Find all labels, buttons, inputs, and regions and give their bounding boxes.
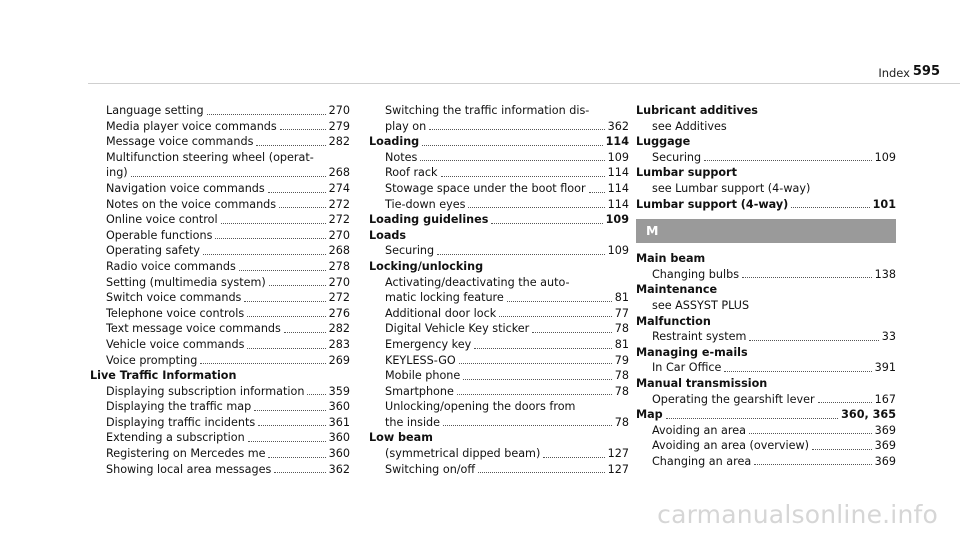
entry-text: Loads (369, 228, 407, 242)
dot-leader (274, 472, 325, 473)
dot-leader (268, 457, 325, 458)
index-subentry (90, 321, 350, 337)
index-subentry (90, 275, 350, 291)
dot-leader (279, 207, 326, 208)
index-subentry (90, 181, 350, 197)
entry-text: Emergency key (385, 337, 472, 351)
page-ref: 270 (328, 228, 350, 242)
index-entry-heading (369, 259, 629, 275)
dot-leader (749, 433, 872, 434)
index-subentry (90, 212, 350, 228)
page-ref: 272 (328, 197, 350, 211)
index-subentry (636, 454, 896, 470)
entry-text: Manual transmission (636, 376, 768, 390)
page-ref: 109 (874, 150, 896, 164)
page-ref: 276 (328, 306, 350, 320)
index-subentry (369, 165, 629, 181)
index-subentry (90, 197, 350, 213)
dot-leader (463, 379, 611, 380)
dot-leader (818, 402, 872, 403)
entry-text: Roof rack (385, 166, 438, 180)
index-subentry (636, 438, 896, 454)
index-subentry (369, 275, 629, 291)
page-ref: 360 (328, 400, 350, 414)
dot-leader (268, 192, 326, 193)
dot-leader (215, 238, 325, 239)
entry-text: Map (636, 408, 663, 422)
entry-text: Radio voice commands (106, 259, 236, 273)
dot-leader (749, 340, 878, 341)
index-subentry (90, 384, 350, 400)
page-ref: 278 (328, 259, 350, 273)
index-subentry (369, 415, 629, 431)
index-subentry (369, 368, 629, 384)
dot-leader (742, 277, 872, 278)
entry-text: the inside (385, 415, 441, 429)
dot-leader (429, 129, 604, 130)
dot-leader (474, 348, 612, 349)
entry-text: Registering on Mercedes me (106, 447, 266, 461)
index-entry-heading (636, 197, 896, 213)
page-ref: 270 (328, 275, 350, 289)
page-ref: 114 (607, 197, 629, 211)
page-ref: 369 (874, 423, 896, 437)
index-subentry (369, 353, 629, 369)
page-ref: 361 (328, 415, 350, 429)
page-ref: 279 (328, 119, 350, 133)
index-subentry (90, 290, 350, 306)
entry-text: Avoiding an area (overview) (652, 439, 809, 453)
dot-leader (248, 441, 326, 442)
entry-text: Notes (385, 150, 418, 164)
index-subentry (369, 243, 629, 259)
index-subentry (369, 103, 629, 119)
index-subentry (369, 119, 629, 135)
dot-leader (284, 332, 326, 333)
index-subentry (369, 306, 629, 322)
index-entry-heading (636, 282, 896, 298)
index-subentry (90, 446, 350, 462)
entry-text: KEYLESS-GO (385, 353, 456, 367)
dot-leader (221, 223, 326, 224)
dot-leader (307, 394, 325, 395)
index-subentry (636, 119, 896, 135)
page-ref: 81 (614, 291, 629, 305)
page-ref: 272 (328, 291, 350, 305)
index-subentry (90, 243, 350, 259)
entry-text: Language setting (106, 104, 204, 117)
entry-text: Displaying subscription information (106, 384, 305, 398)
entry-text: see Additives (652, 119, 727, 133)
index-subentry (369, 446, 629, 462)
header-rule (88, 83, 960, 84)
page-ref: 114 (607, 181, 629, 195)
page-ref: 109 (607, 244, 629, 258)
entry-text: Securing (385, 244, 435, 258)
index-subentry (636, 150, 896, 166)
page-ref: 362 (328, 462, 350, 476)
index-subentry (369, 181, 629, 197)
entry-text: Vehicle voice commands (106, 337, 245, 351)
page-ref: 114 (607, 166, 629, 180)
index-subentry (369, 290, 629, 306)
page-ref: 282 (328, 322, 350, 336)
index-subentry (636, 267, 896, 283)
index-subentry (636, 392, 896, 408)
entry-text: (symmetrical dipped beam) (385, 447, 541, 461)
page-ref: 360 (328, 431, 350, 445)
entry-text: Activating/deactivating the auto- (385, 275, 570, 289)
entry-text: Showing local area messages (106, 462, 272, 476)
page-ref: 391 (874, 361, 896, 375)
page-ref: 78 (614, 322, 629, 336)
dot-leader (247, 316, 325, 317)
entry-text: Unlocking/opening the doors from (385, 400, 576, 414)
entry-text: Digital Vehicle Key sticker (385, 322, 530, 336)
page-ref: 127 (607, 447, 629, 461)
dot-leader (441, 176, 605, 177)
dot-leader (666, 418, 838, 419)
index-group-m (636, 251, 896, 469)
page-header (560, 64, 960, 82)
dot-leader (543, 457, 604, 458)
dot-leader (491, 223, 602, 224)
entry-text: Additional door lock (385, 306, 497, 320)
entry-text: Extending a subscription (106, 431, 245, 445)
index-subentry (90, 103, 350, 119)
entry-text: Live Traffic Information (90, 369, 237, 383)
entry-text: Main beam (636, 252, 706, 266)
dot-leader (256, 145, 325, 146)
index-subentry (636, 360, 896, 376)
dot-leader (443, 425, 612, 426)
page-ref: 78 (614, 415, 629, 429)
index-entry-heading (369, 430, 629, 446)
dot-leader (499, 316, 612, 317)
page-ref: 109 (607, 150, 629, 164)
dot-leader (791, 207, 869, 208)
index-entry-heading (636, 251, 896, 267)
index-subentry (369, 462, 629, 478)
entry-text: Displaying the traffic map (106, 400, 252, 414)
entry-text: Operable functions (106, 228, 213, 242)
dot-leader (589, 192, 605, 193)
entry-text: see Lumbar support (4-way) (652, 181, 811, 195)
index-column-2 (369, 103, 629, 477)
page-ref: 272 (328, 213, 350, 227)
page-ref: 77 (614, 306, 629, 320)
entry-text: see ASSYST PLUS (652, 298, 750, 312)
entry-text: Low beam (369, 431, 433, 445)
index-subentry (90, 150, 350, 166)
dot-leader (457, 394, 612, 395)
index-subentry (90, 337, 350, 353)
entry-text: Lumbar support (4-way) (636, 197, 789, 211)
index-subentry (636, 423, 896, 439)
index-subentry (369, 337, 629, 353)
entry-text: Media player voice commands (106, 119, 277, 133)
index-subentry (369, 150, 629, 166)
page-ref: 274 (328, 181, 350, 195)
entry-text: Maintenance (636, 283, 718, 297)
dot-leader (203, 254, 326, 255)
page-ref: 109 (605, 213, 629, 227)
dot-leader (459, 363, 612, 364)
entry-text: Loading guidelines (369, 213, 489, 227)
page-ref: 78 (614, 384, 629, 398)
entry-text: Switch voice commands (106, 291, 242, 305)
entry-text: Lubricant additives (636, 104, 758, 117)
page-ref: 33 (881, 330, 896, 344)
dot-leader (468, 207, 604, 208)
entry-text: Switching the traffic information dis- (385, 104, 590, 117)
entry-text: Message voice commands (106, 135, 254, 149)
entry-text: Notes on the voice commands (106, 197, 277, 211)
page-ref: 268 (328, 244, 350, 258)
index-subentry (369, 384, 629, 400)
index-entry-heading (90, 368, 350, 384)
index-subentry (90, 399, 350, 415)
dot-leader (269, 285, 326, 286)
index-entry-heading (369, 228, 629, 244)
page-ref: 360 (328, 447, 350, 461)
index-subentry (90, 430, 350, 446)
watermark: carmanualsonline.info (657, 500, 938, 529)
entry-text: Securing (652, 150, 702, 164)
entry-text: Smartphone (385, 384, 454, 398)
page-ref: 369 (874, 439, 896, 453)
dot-leader (200, 363, 325, 364)
page-number: 595 (912, 64, 940, 79)
entry-text: Mobile phone (385, 369, 461, 383)
entry-text: Managing e-mails (636, 345, 748, 359)
page-ref: 282 (328, 135, 350, 149)
index-subentry (90, 134, 350, 150)
index-subentry (369, 399, 629, 415)
index-subentry (90, 119, 350, 135)
entry-text: Navigation voice commands (106, 181, 265, 195)
page-ref: 269 (328, 353, 350, 367)
entry-text: Setting (multimedia system) (106, 275, 266, 289)
index-subentry (90, 165, 350, 181)
entry-text: Restraint system (652, 330, 747, 344)
page-ref: 369 (874, 454, 896, 468)
index-entry-heading (636, 103, 896, 119)
dot-leader (532, 332, 611, 333)
index-subentry (90, 306, 350, 322)
page-ref: 127 (607, 462, 629, 476)
section-label: Index (878, 66, 910, 80)
page-ref: 167 (874, 392, 896, 406)
entry-text: play on (385, 119, 427, 133)
page-ref: 283 (328, 337, 350, 351)
page-ref: 270 (328, 104, 350, 117)
dot-leader (420, 160, 604, 161)
entry-text: Malfunction (636, 314, 711, 328)
entry-text: Operating safety (106, 244, 201, 258)
entry-text: Online voice control (106, 213, 218, 227)
dot-leader (247, 348, 325, 349)
index-subentry (369, 321, 629, 337)
entry-text: Text message voice commands (106, 322, 281, 336)
entry-text: Voice prompting (106, 353, 198, 367)
dot-leader (437, 254, 605, 255)
page-ref: 359 (328, 384, 350, 398)
entry-text: Multifunction steering wheel (operat- (106, 150, 314, 164)
index-entry-heading (636, 345, 896, 361)
entry-text: Changing an area (652, 454, 752, 468)
index-subentry (90, 415, 350, 431)
index-subentry (636, 298, 896, 314)
entry-text: Luggage (636, 135, 691, 149)
entry-text: Lumbar support (636, 166, 737, 180)
index-subentry (369, 197, 629, 213)
index-entry-heading (636, 407, 896, 423)
dot-leader (239, 270, 326, 271)
index-subentry (90, 228, 350, 244)
page-ref: 78 (614, 369, 629, 383)
index-column-1 (90, 103, 350, 477)
index-column-3 (636, 103, 896, 469)
dot-leader (724, 371, 871, 372)
entry-text: matic locking feature (385, 291, 504, 305)
index-subentry (90, 462, 350, 478)
dot-leader (422, 145, 602, 146)
page-ref: 362 (607, 119, 629, 133)
dot-leader (207, 114, 326, 115)
dot-leader (478, 472, 605, 473)
dot-leader (507, 301, 612, 302)
page-ref: 114 (605, 135, 629, 149)
index-entry-heading (636, 314, 896, 330)
page-ref: 360, 365 (841, 408, 896, 422)
entry-text: Displaying traffic incidents (106, 415, 256, 429)
index-subentry (90, 259, 350, 275)
dot-leader (812, 449, 872, 450)
dot-leader (754, 464, 871, 465)
entry-text: Stowage space under the boot floor (385, 181, 586, 195)
page-ref: 268 (328, 166, 350, 180)
page-ref: 138 (874, 267, 896, 281)
dot-leader (244, 301, 325, 302)
index-entry-heading (369, 134, 629, 150)
entry-text: ing) (106, 166, 128, 180)
index-entry-heading (636, 134, 896, 150)
page-ref: 81 (614, 337, 629, 351)
entry-text: Locking/unlocking (369, 259, 484, 273)
dot-leader (131, 176, 326, 177)
index-subentry (90, 353, 350, 369)
entry-text: In Car Office (652, 361, 722, 375)
index-entry-heading (636, 165, 896, 181)
page-ref: 79 (614, 353, 629, 367)
entry-text: Telephone voice controls (106, 306, 245, 320)
entry-text: Changing bulbs (652, 267, 740, 281)
index-subentry (636, 329, 896, 345)
entry-text: Tie-down eyes (385, 197, 466, 211)
entry-text: Switching on/off (385, 462, 476, 476)
dot-leader (258, 425, 325, 426)
entry-text: Operating the gearshift lever (652, 392, 815, 406)
index-entry-heading (636, 376, 896, 392)
index-group-l (636, 103, 896, 212)
entry-text: Loading (369, 135, 420, 149)
entry-text: Avoiding an area (652, 423, 746, 437)
dot-leader (704, 160, 872, 161)
dot-leader (280, 129, 326, 130)
page-ref: 101 (872, 197, 896, 211)
dot-leader (254, 410, 325, 411)
index-subentry (636, 181, 896, 197)
index-entry-heading (369, 212, 629, 228)
letter-heading-m: M (636, 219, 896, 243)
